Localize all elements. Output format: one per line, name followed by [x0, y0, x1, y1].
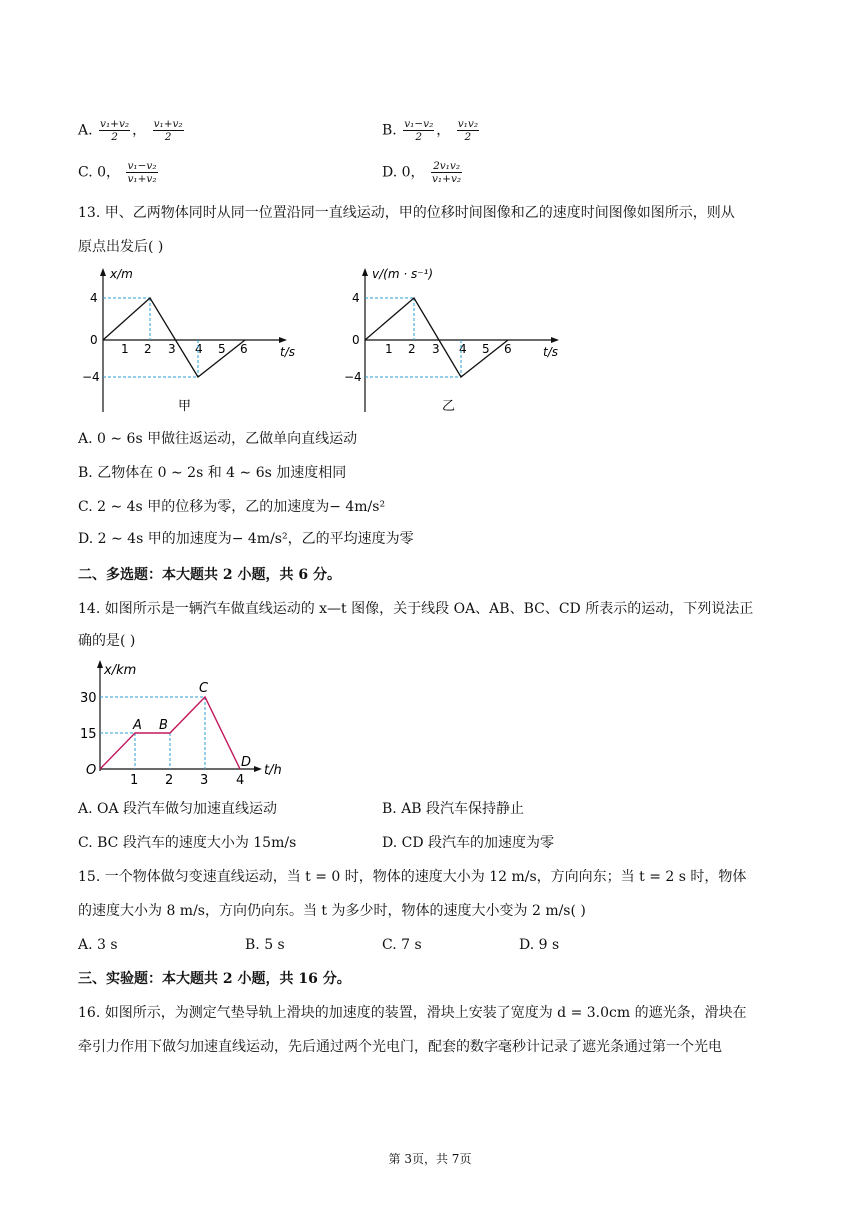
- q15-stem-line1: 15. 一个物体做匀变速直线运动，当 t = 0 时，物体的速度大小为 12 m/s，方向向东；当 t = 2 s 时，物体: [78, 869, 747, 885]
- q14-option-d: D. CD 段汽车的加速度为零: [382, 835, 555, 851]
- y-tick-4: 4: [352, 291, 360, 305]
- caption-yi: 乙: [442, 399, 456, 414]
- x-axis-label: t/s: [543, 345, 558, 359]
- x-tick-2: 2: [408, 342, 416, 356]
- q12-option-b: B. $\frac{\text{v₁−v₂}}{2}$ ， $\frac{\text{v₁v₂}}{2}$: [382, 118, 479, 143]
- q13-graph-jia: [78, 264, 318, 424]
- caption-jia: 甲: [178, 399, 192, 414]
- x-tick-4: 4: [459, 342, 467, 356]
- q14-option-c: C. BC 段汽车的速度大小为 15m/s: [78, 835, 297, 851]
- x-tick-1: 1: [121, 342, 129, 356]
- y-tick-15: 15: [80, 727, 97, 742]
- q12-option-a: A. $\frac{\text{v₁+v₂}}{2}$ ， $\frac{\text{v₁+v₂}}{2}$: [78, 118, 183, 143]
- q12-option-c: C. 0， $\frac{\text{v₁−v₂}}{\text{v₁+v₂}}$: [78, 160, 157, 185]
- q16-stem-line2: 牵引力作用下做匀加速直线运动，先后通过两个光电门，配套的数字毫秒计记录了遮光条通过第一个光电: [78, 1039, 722, 1055]
- y-axis-label: v/(m · s⁻¹): [372, 267, 434, 281]
- x-tick-4: 4: [236, 773, 245, 786]
- x-axis-arrow: [254, 766, 262, 772]
- y-tick-0: 0: [352, 333, 360, 347]
- q13-option-a: A. 0 ∼ 6s 甲做往返运动，乙做单向直线运动: [78, 431, 358, 447]
- q13-option-b: B. 乙物体在 0 ∼ 2s 和 4 ∼ 6s 加速度相同: [78, 465, 347, 481]
- y-axis-label: x/km: [104, 663, 137, 678]
- q14-option-a: A. OA 段汽车做匀加速直线运动: [78, 801, 278, 817]
- q14-xt-graph: [78, 656, 298, 786]
- y-axis-label: x/m: [110, 267, 133, 281]
- point-b: B: [159, 718, 168, 733]
- x-axis-label: t/h: [264, 763, 282, 778]
- x-tick-6: 6: [504, 342, 512, 356]
- q15-option-d: D. 9 s: [519, 937, 560, 953]
- point-a: A: [133, 718, 142, 733]
- q13-option-c: C. 2 ∼ 4s 甲的位移为零，乙的加速度为− 4m/s²: [78, 499, 386, 515]
- y-tick-0: 0: [90, 333, 98, 347]
- y-tick-neg4: −4: [82, 370, 100, 384]
- q13-stem-line2: 原点出发后( ): [78, 239, 164, 255]
- x-tick-3: 3: [168, 342, 176, 356]
- x-tick-2: 2: [144, 342, 152, 356]
- x-axis-arrow: [279, 337, 287, 343]
- section-heading-multiple-choice: 二、多选题：本大题共 2 小题，共 6 分。: [78, 567, 341, 583]
- x-tick-3: 3: [200, 773, 209, 786]
- x-tick-5: 5: [482, 342, 490, 356]
- y-axis-arrow: [362, 268, 368, 276]
- q14-stem-line2: 确的是( ): [78, 633, 136, 649]
- q15-option-a: A. 3 s: [78, 937, 118, 953]
- q15-option-b: B. 5 s: [245, 937, 285, 953]
- point-c: C: [199, 681, 209, 696]
- y-tick-30: 30: [80, 691, 97, 706]
- page-footer: 第 3页，共 7页: [388, 1152, 472, 1166]
- q14-option-b: B. AB 段汽车保持静止: [382, 801, 525, 817]
- graph-line: [365, 298, 508, 377]
- q15-option-c: C. 7 s: [382, 937, 422, 953]
- q12-option-d: D. 0， $\frac{\text{2v₁v₂}}{\text{v₁+v₂}}$: [382, 160, 462, 185]
- x-tick-5: 5: [218, 342, 226, 356]
- q13-graph-yi: [340, 264, 580, 424]
- x-axis-arrow: [551, 337, 559, 343]
- point-d: D: [241, 755, 252, 770]
- graph-line: [103, 298, 245, 377]
- q13-stem-line1: 13. 甲、乙两物体同时从同一位置沿同一直线运动，甲的位移时间图像和乙的速度时间图像如图所示，则从: [78, 205, 735, 221]
- x-tick-1: 1: [385, 342, 393, 356]
- q13-option-d: D. 2 ∼ 4s 甲的加速度为− 4m/s²，乙的平均速度为零: [78, 531, 414, 547]
- x-tick-3: 3: [432, 342, 440, 356]
- x-axis-label: t/s: [280, 345, 295, 359]
- y-axis-arrow: [97, 660, 103, 668]
- x-tick-2: 2: [165, 773, 174, 786]
- x-tick-1: 1: [130, 773, 139, 786]
- q16-stem-line1: 16. 如图所示，为测定气垫导轨上滑块的加速度的装置，滑块上安装了宽度为 d = 3.0cm 的遮光条，滑块在: [78, 1005, 747, 1021]
- y-axis-arrow: [100, 268, 106, 276]
- point-o: O: [86, 763, 97, 778]
- x-tick-4: 4: [195, 342, 203, 356]
- section-heading-experiment: 三、实验题：本大题共 2 小题，共 16 分。: [78, 971, 351, 987]
- x-tick-6: 6: [240, 342, 248, 356]
- y-tick-neg4: −4: [344, 370, 362, 384]
- q15-stem-line2: 的速度大小为 8 m/s，方向仍向东。当 t 为多少时，物体的速度大小变为 2 m/s( ): [78, 903, 586, 919]
- q14-stem-line1: 14. 如图所示是一辆汽车做直线运动的 x—t 图像，关于线段 OA、AB、BC、CD 所表示的运动，下列说法正: [78, 601, 754, 617]
- y-tick-4: 4: [90, 291, 98, 305]
